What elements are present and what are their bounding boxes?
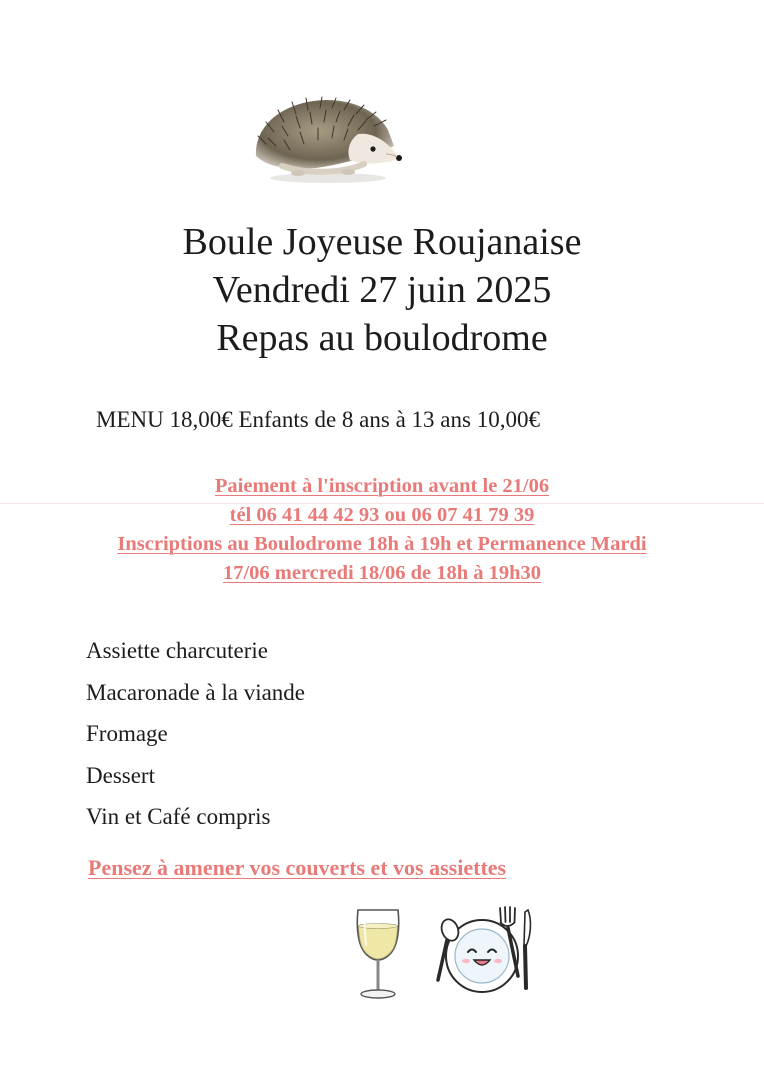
registration-dates: 17/06 mercredi 18/06 de 18h à 19h30 bbox=[222, 562, 542, 584]
menu-item: Assiette charcuterie bbox=[86, 638, 268, 663]
event-title bbox=[0, 218, 764, 362]
registration-notice bbox=[0, 472, 764, 588]
hedgehog-icon bbox=[246, 94, 406, 186]
menu-item: Macaronade à la viande bbox=[86, 679, 306, 705]
menu-price: MENU 18,00€ Enfants de 8 ans à 13 ans 10,00€ bbox=[96, 407, 540, 432]
payment-deadline: Paiement à l'inscription avant le 21/06 bbox=[214, 475, 550, 497]
wine-glass-icon bbox=[350, 906, 406, 1002]
club-name: Boule Joyeuse Roujanaise bbox=[182, 221, 582, 263]
phone-numbers: tél 06 41 44 42 93 ou 06 07 41 79 39 bbox=[229, 504, 535, 526]
menu-list bbox=[86, 636, 305, 844]
registration-hours: Inscriptions au Boulodrome 18h à 19h et Permanence Mardi bbox=[117, 533, 647, 555]
menu-item: Dessert bbox=[86, 762, 155, 788]
event-subtitle: Repas au boulodrome bbox=[216, 317, 548, 359]
event-date: Vendredi 27 juin 2025 bbox=[212, 269, 552, 311]
plate-cutlery-icon bbox=[430, 904, 536, 996]
menu-item: Vin et Café compris bbox=[86, 804, 271, 829]
cutlery-reminder: Pensez à amener vos couverts et vos assiettes bbox=[88, 855, 507, 880]
menu-item: Fromage bbox=[86, 721, 168, 746]
